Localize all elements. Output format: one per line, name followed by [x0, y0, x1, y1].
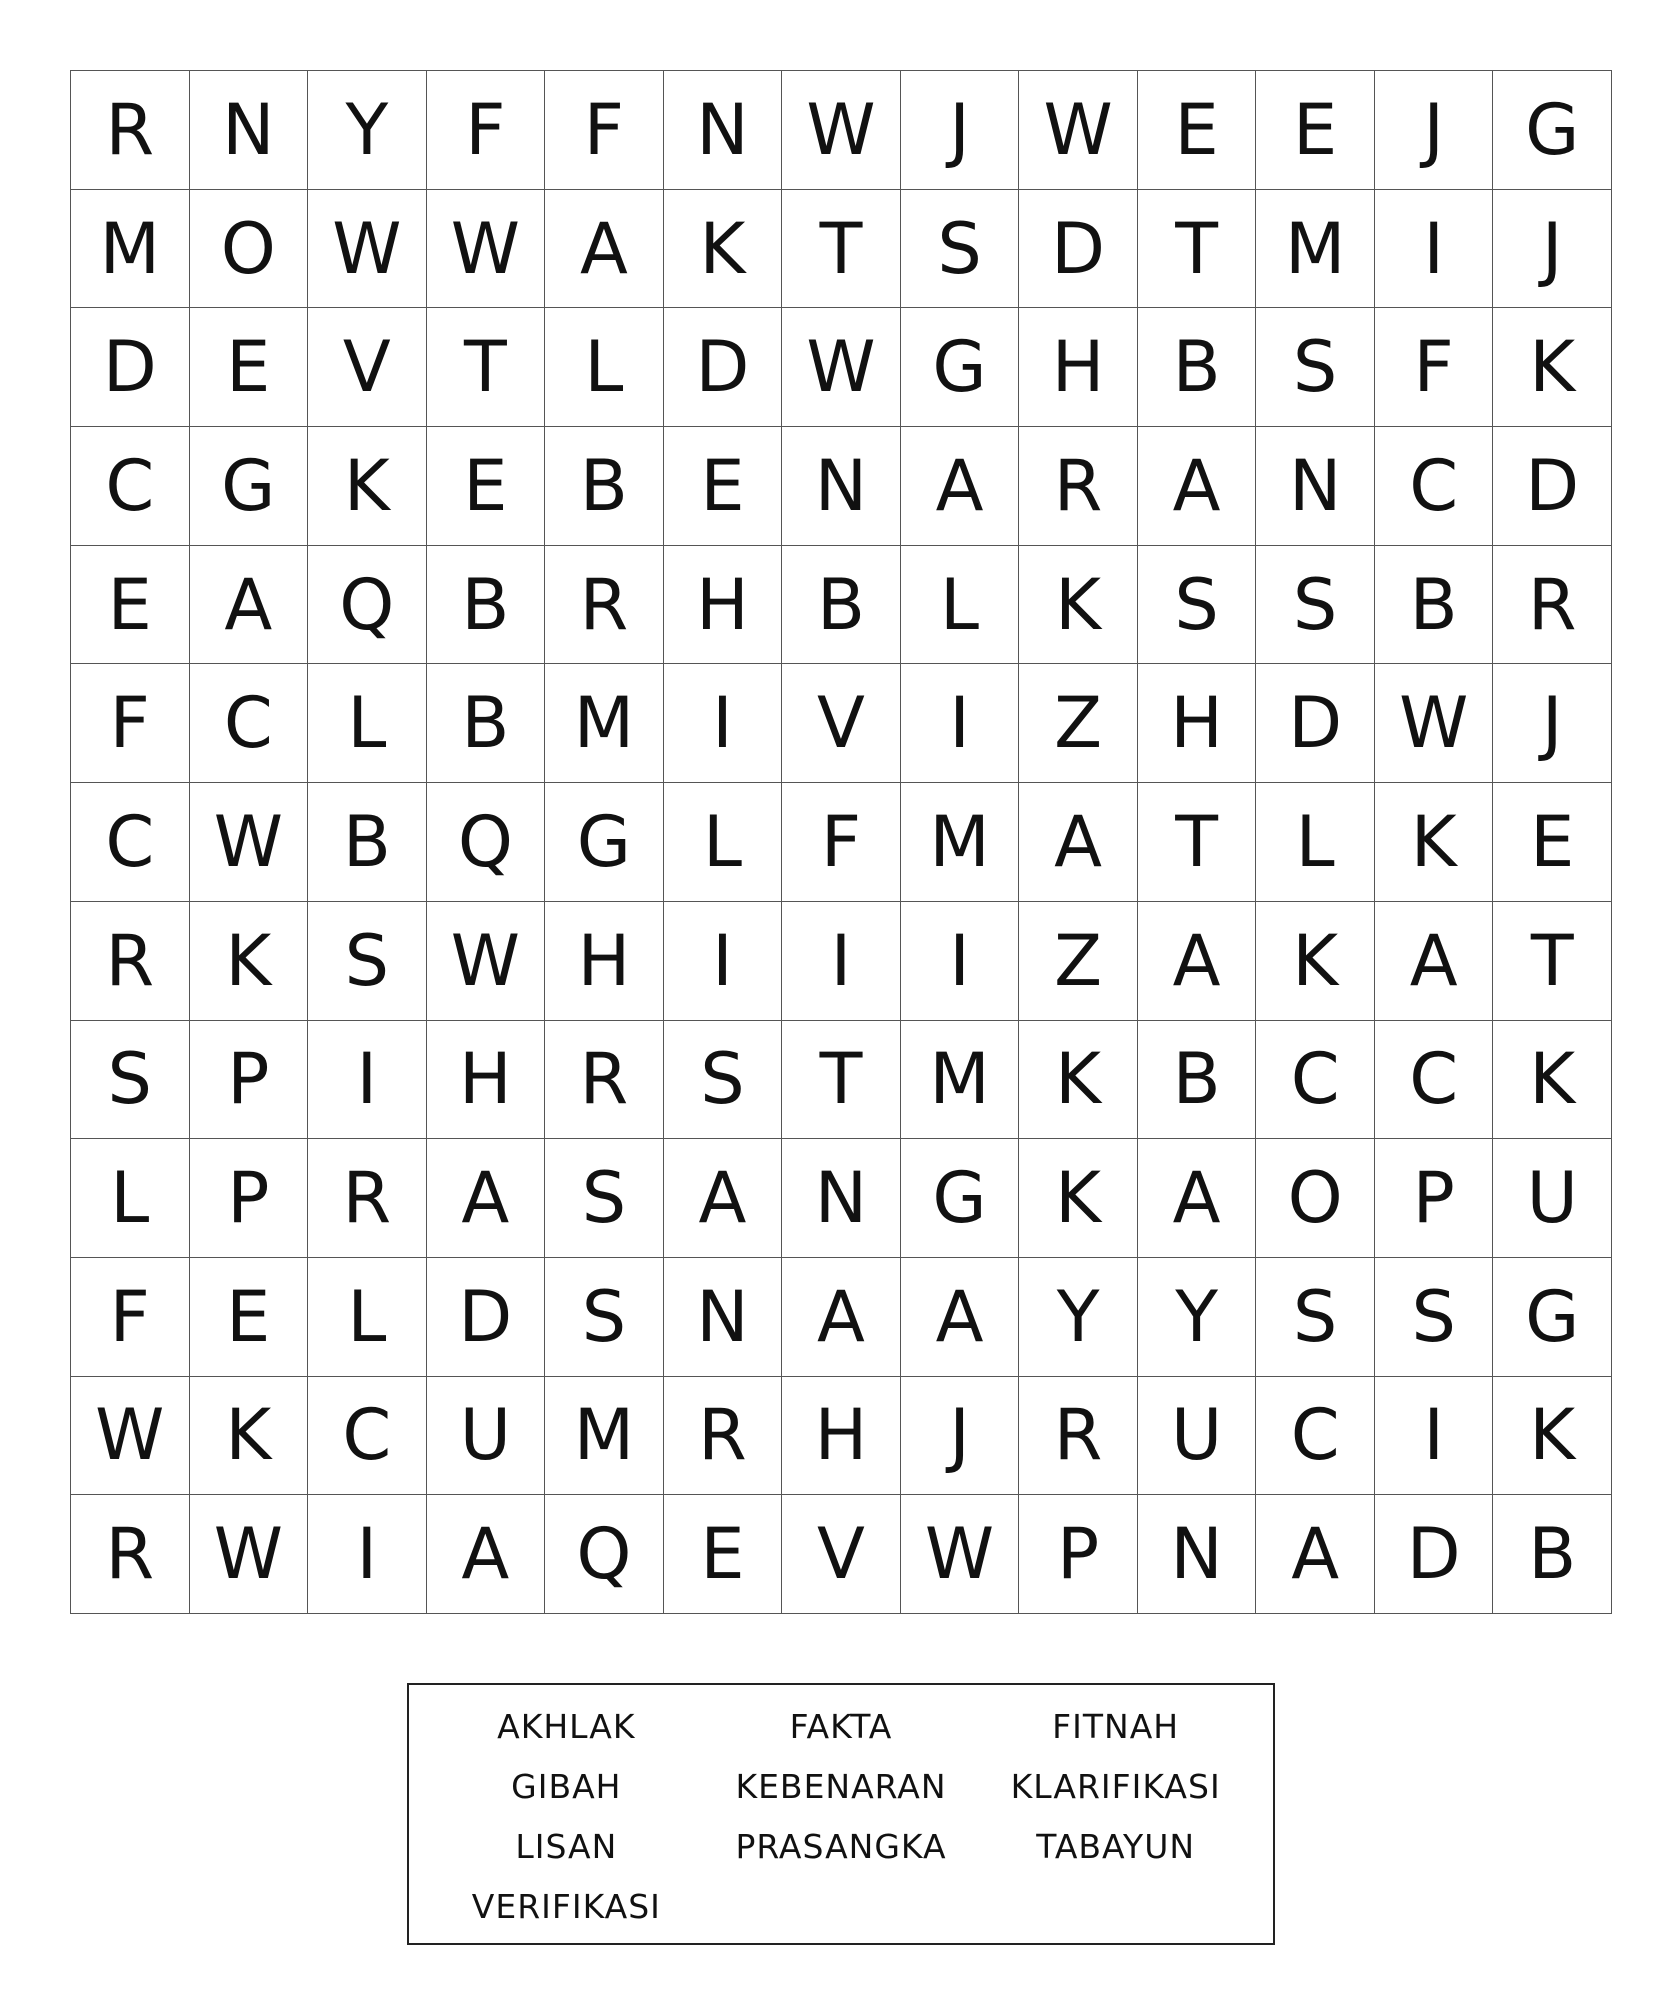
- grid-cell[interactable]: N: [782, 1139, 901, 1258]
- word-list-item: AKHLAK: [497, 1707, 636, 1746]
- word-list: [429, 1703, 1253, 1931]
- grid-cell[interactable]: D: [1019, 190, 1138, 309]
- grid-cell[interactable]: I: [1375, 1377, 1494, 1496]
- grid-cell[interactable]: L: [308, 1258, 427, 1377]
- grid-cell[interactable]: K: [1019, 546, 1138, 665]
- grid-cell[interactable]: H: [782, 1377, 901, 1496]
- grid-cell[interactable]: S: [545, 1258, 664, 1377]
- grid-cell[interactable]: H: [545, 902, 664, 1021]
- grid-cell[interactable]: Z: [1019, 664, 1138, 783]
- grid-cell[interactable]: F: [71, 664, 190, 783]
- grid-cell[interactable]: H: [1019, 308, 1138, 427]
- grid-cell[interactable]: R: [308, 1139, 427, 1258]
- grid-cell[interactable]: W: [190, 783, 309, 902]
- grid-cell[interactable]: U: [427, 1377, 546, 1496]
- grid-cell[interactable]: M: [545, 1377, 664, 1496]
- grid-cell[interactable]: I: [664, 902, 783, 1021]
- grid-cell[interactable]: J: [901, 71, 1020, 190]
- grid-cell[interactable]: S: [901, 190, 1020, 309]
- grid-cell[interactable]: Q: [427, 783, 546, 902]
- grid-cell[interactable]: W: [782, 71, 901, 190]
- grid-cell[interactable]: H: [664, 546, 783, 665]
- word-list-item: KEBENARAN: [735, 1767, 947, 1806]
- grid-cell[interactable]: L: [545, 308, 664, 427]
- grid-cell[interactable]: Y: [1138, 1258, 1257, 1377]
- grid-cell[interactable]: Y: [308, 71, 427, 190]
- grid-cell[interactable]: T: [1138, 783, 1257, 902]
- grid-cell[interactable]: V: [782, 664, 901, 783]
- grid-cell[interactable]: E: [664, 427, 783, 546]
- grid-cell[interactable]: P: [1019, 1495, 1138, 1614]
- grid-cell[interactable]: T: [782, 1021, 901, 1140]
- grid-cell[interactable]: B: [308, 783, 427, 902]
- grid-cell[interactable]: Q: [308, 546, 427, 665]
- grid-cell[interactable]: B: [427, 546, 546, 665]
- grid-cell[interactable]: N: [1256, 427, 1375, 546]
- grid-cell[interactable]: P: [1375, 1139, 1494, 1258]
- grid-cell[interactable]: D: [71, 308, 190, 427]
- grid-cell[interactable]: M: [901, 1021, 1020, 1140]
- grid-cell[interactable]: G: [1493, 1258, 1612, 1377]
- grid-cell[interactable]: F: [71, 1258, 190, 1377]
- grid-cell[interactable]: E: [664, 1495, 783, 1614]
- grid-cell[interactable]: G: [901, 308, 1020, 427]
- word-list-item: TABAYUN: [1036, 1827, 1196, 1866]
- grid-cell[interactable]: N: [782, 427, 901, 546]
- grid-cell[interactable]: L: [664, 783, 783, 902]
- grid-cell[interactable]: E: [1256, 71, 1375, 190]
- grid-cell[interactable]: K: [308, 427, 427, 546]
- grid-cell[interactable]: H: [427, 1021, 546, 1140]
- grid-cell[interactable]: C: [71, 427, 190, 546]
- grid-cell[interactable]: E: [1138, 71, 1257, 190]
- grid-cell[interactable]: D: [1375, 1495, 1494, 1614]
- grid-cell[interactable]: W: [1019, 71, 1138, 190]
- grid-cell[interactable]: R: [71, 1495, 190, 1614]
- grid-cell[interactable]: A: [545, 190, 664, 309]
- grid-cell[interactable]: V: [782, 1495, 901, 1614]
- grid-cell[interactable]: U: [1493, 1139, 1612, 1258]
- grid-cell[interactable]: S: [545, 1139, 664, 1258]
- grid-cell[interactable]: Y: [1019, 1258, 1138, 1377]
- grid-cell[interactable]: A: [1256, 1495, 1375, 1614]
- grid-cell[interactable]: K: [1375, 783, 1494, 902]
- word-list-item: VERIFIKASI: [471, 1887, 661, 1926]
- grid-cell[interactable]: R: [545, 1021, 664, 1140]
- grid-cell[interactable]: S: [1256, 1258, 1375, 1377]
- grid-cell[interactable]: E: [71, 546, 190, 665]
- grid-cell[interactable]: U: [1138, 1377, 1257, 1496]
- grid-cell[interactable]: E: [190, 308, 309, 427]
- grid-cell[interactable]: K: [664, 190, 783, 309]
- grid-cell[interactable]: Z: [1019, 902, 1138, 1021]
- grid-cell[interactable]: W: [71, 1377, 190, 1496]
- grid-cell[interactable]: I: [901, 664, 1020, 783]
- grid-cell[interactable]: A: [427, 1139, 546, 1258]
- grid-cell[interactable]: L: [1256, 783, 1375, 902]
- grid-cell[interactable]: J: [1493, 190, 1612, 309]
- grid-cell[interactable]: T: [782, 190, 901, 309]
- grid-cell[interactable]: L: [308, 664, 427, 783]
- grid-cell[interactable]: K: [1256, 902, 1375, 1021]
- grid-cell[interactable]: I: [308, 1021, 427, 1140]
- grid-cell[interactable]: A: [901, 1258, 1020, 1377]
- word-list-item: GIBAH: [511, 1767, 622, 1806]
- word-list-item: KLARIFIKASI: [1010, 1767, 1221, 1806]
- grid-cell[interactable]: F: [782, 783, 901, 902]
- grid-cell[interactable]: D: [1493, 427, 1612, 546]
- grid-cell[interactable]: F: [545, 71, 664, 190]
- grid-cell[interactable]: L: [901, 546, 1020, 665]
- grid-cell[interactable]: K: [1493, 1021, 1612, 1140]
- grid-cell[interactable]: C: [1375, 1021, 1494, 1140]
- grid-cell[interactable]: R: [71, 902, 190, 1021]
- grid-cell[interactable]: R: [71, 71, 190, 190]
- grid-cell[interactable]: K: [1019, 1021, 1138, 1140]
- grid-cell[interactable]: A: [190, 546, 309, 665]
- word-list-box: [407, 1683, 1275, 1945]
- word-list-item: LISAN: [515, 1827, 618, 1866]
- grid-cell[interactable]: R: [1019, 427, 1138, 546]
- grid-cell[interactable]: E: [190, 1258, 309, 1377]
- grid-cell[interactable]: K: [190, 1377, 309, 1496]
- grid-cell[interactable]: D: [1256, 664, 1375, 783]
- grid-cell[interactable]: A: [901, 427, 1020, 546]
- grid-cell[interactable]: B: [1375, 546, 1494, 665]
- grid-cell[interactable]: R: [1019, 1377, 1138, 1496]
- grid-cell[interactable]: R: [664, 1377, 783, 1496]
- grid-cell[interactable]: I: [1375, 190, 1494, 309]
- grid-cell[interactable]: D: [427, 1258, 546, 1377]
- grid-cell[interactable]: C: [1375, 427, 1494, 546]
- grid-cell[interactable]: T: [427, 308, 546, 427]
- grid-cell[interactable]: S: [1256, 308, 1375, 427]
- grid-cell[interactable]: C: [71, 783, 190, 902]
- grid-cell[interactable]: B: [545, 427, 664, 546]
- grid-cell[interactable]: S: [1375, 1258, 1494, 1377]
- grid-cell[interactable]: I: [901, 902, 1020, 1021]
- grid-cell[interactable]: F: [427, 71, 546, 190]
- grid-cell[interactable]: C: [308, 1377, 427, 1496]
- grid-cell[interactable]: C: [1256, 1021, 1375, 1140]
- grid-cell[interactable]: S: [71, 1021, 190, 1140]
- grid-cell[interactable]: J: [1493, 664, 1612, 783]
- grid-cell[interactable]: J: [1375, 71, 1494, 190]
- grid-cell[interactable]: W: [427, 190, 546, 309]
- grid-cell[interactable]: E: [1493, 783, 1612, 902]
- grid-cell[interactable]: V: [308, 308, 427, 427]
- grid-cell[interactable]: G: [1493, 71, 1612, 190]
- grid-cell[interactable]: B: [1138, 1021, 1257, 1140]
- grid-cell[interactable]: N: [664, 1258, 783, 1377]
- grid-cell[interactable]: P: [190, 1021, 309, 1140]
- grid-cell[interactable]: B: [1138, 308, 1257, 427]
- grid-cell[interactable]: C: [190, 664, 309, 783]
- word-list-item: FAKTA: [789, 1707, 893, 1746]
- grid-cell[interactable]: A: [664, 1139, 783, 1258]
- grid-cell[interactable]: M: [71, 190, 190, 309]
- grid-cell[interactable]: B: [1493, 1495, 1612, 1614]
- grid-cell[interactable]: K: [190, 902, 309, 1021]
- grid-cell[interactable]: G: [901, 1139, 1020, 1258]
- grid-cell[interactable]: I: [782, 902, 901, 1021]
- grid-cell[interactable]: M: [545, 664, 664, 783]
- grid-cell[interactable]: J: [901, 1377, 1020, 1496]
- word-list-item: PRASANGKA: [735, 1827, 947, 1866]
- grid-cell[interactable]: M: [901, 783, 1020, 902]
- grid-cell[interactable]: O: [1256, 1139, 1375, 1258]
- grid-cell[interactable]: B: [782, 546, 901, 665]
- grid-cell[interactable]: S: [308, 902, 427, 1021]
- grid-cell[interactable]: R: [1493, 546, 1612, 665]
- grid-cell[interactable]: D: [664, 308, 783, 427]
- grid-cell[interactable]: Q: [545, 1495, 664, 1614]
- grid-cell[interactable]: A: [1138, 427, 1257, 546]
- grid-cell[interactable]: I: [664, 664, 783, 783]
- grid-cell[interactable]: K: [1493, 1377, 1612, 1496]
- grid-cell[interactable]: W: [782, 308, 901, 427]
- grid-cell[interactable]: A: [1019, 783, 1138, 902]
- grid-cell[interactable]: A: [1138, 1139, 1257, 1258]
- grid-cell[interactable]: A: [782, 1258, 901, 1377]
- grid-cell[interactable]: S: [1256, 546, 1375, 665]
- grid-cell[interactable]: B: [427, 664, 546, 783]
- grid-cell[interactable]: P: [190, 1139, 309, 1258]
- grid-cell[interactable]: W: [308, 190, 427, 309]
- grid-cell[interactable]: A: [1375, 902, 1494, 1021]
- grid-cell[interactable]: T: [1138, 190, 1257, 309]
- grid-cell[interactable]: K: [1493, 308, 1612, 427]
- grid-cell[interactable]: W: [427, 902, 546, 1021]
- grid-cell[interactable]: W: [1375, 664, 1494, 783]
- grid-cell[interactable]: W: [190, 1495, 309, 1614]
- grid-cell[interactable]: N: [1138, 1495, 1257, 1614]
- grid-cell[interactable]: O: [190, 190, 309, 309]
- grid-cell[interactable]: W: [901, 1495, 1020, 1614]
- grid-cell[interactable]: S: [664, 1021, 783, 1140]
- grid-cell[interactable]: K: [1019, 1139, 1138, 1258]
- grid-cell[interactable]: E: [427, 427, 546, 546]
- grid-cell[interactable]: G: [545, 783, 664, 902]
- grid-cell[interactable]: G: [190, 427, 309, 546]
- letter-grid: [70, 70, 1612, 1614]
- grid-cell[interactable]: N: [664, 71, 783, 190]
- grid-cell[interactable]: A: [427, 1495, 546, 1614]
- grid-cell[interactable]: A: [1138, 902, 1257, 1021]
- word-list-item: FITNAH: [1052, 1707, 1180, 1746]
- grid-cell[interactable]: M: [1256, 190, 1375, 309]
- grid-cell[interactable]: I: [308, 1495, 427, 1614]
- grid-cell[interactable]: S: [1138, 546, 1257, 665]
- grid-cell[interactable]: T: [1493, 902, 1612, 1021]
- grid-cell[interactable]: L: [71, 1139, 190, 1258]
- grid-cell[interactable]: N: [190, 71, 309, 190]
- grid-cell[interactable]: F: [1375, 308, 1494, 427]
- grid-cell[interactable]: C: [1256, 1377, 1375, 1496]
- grid-cell[interactable]: H: [1138, 664, 1257, 783]
- grid-cell[interactable]: R: [545, 546, 664, 665]
